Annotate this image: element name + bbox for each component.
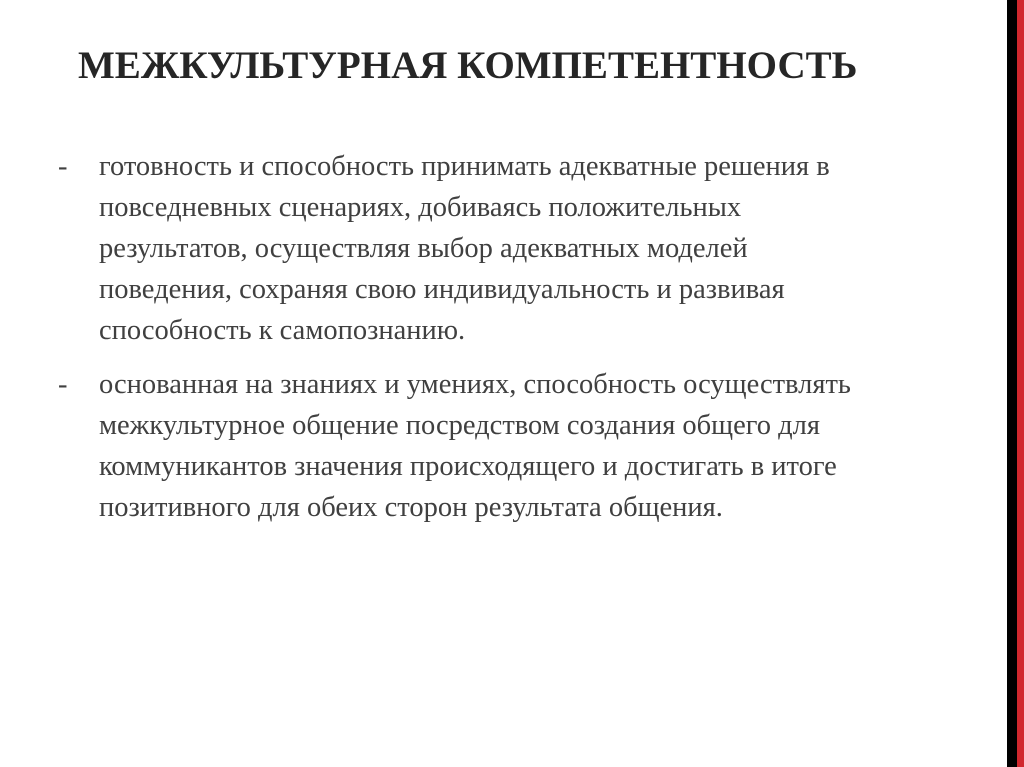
slide-title: МЕЖКУЛЬТУРНАЯ КОМПЕТЕНТНОСТЬ xyxy=(78,44,858,87)
bullet-item-1 xyxy=(58,146,878,351)
accent-bar-red xyxy=(1017,0,1024,767)
accent-bar-black xyxy=(1007,0,1017,767)
bullet-item-2 xyxy=(58,364,878,528)
bullet-list xyxy=(58,146,878,528)
bullet-text: основанная на знаниях и умениях, способность осуществлять межкультурное общение посредством создания общего для коммуникантов значения происходящего и достигать в итоге позитивного для обеих сторон результата общения. xyxy=(99,369,851,523)
bullet-marker: - xyxy=(58,369,68,400)
bullet-text: готовность и способность принимать адекватные решения в повседневных сценариях, добиваясь положительных результатов, осуществляя выбор адекватных моделей поведения, сохраняя свою индивидуальность и развивая способность к самопознанию. xyxy=(99,151,830,346)
bullet-marker: - xyxy=(58,151,68,182)
